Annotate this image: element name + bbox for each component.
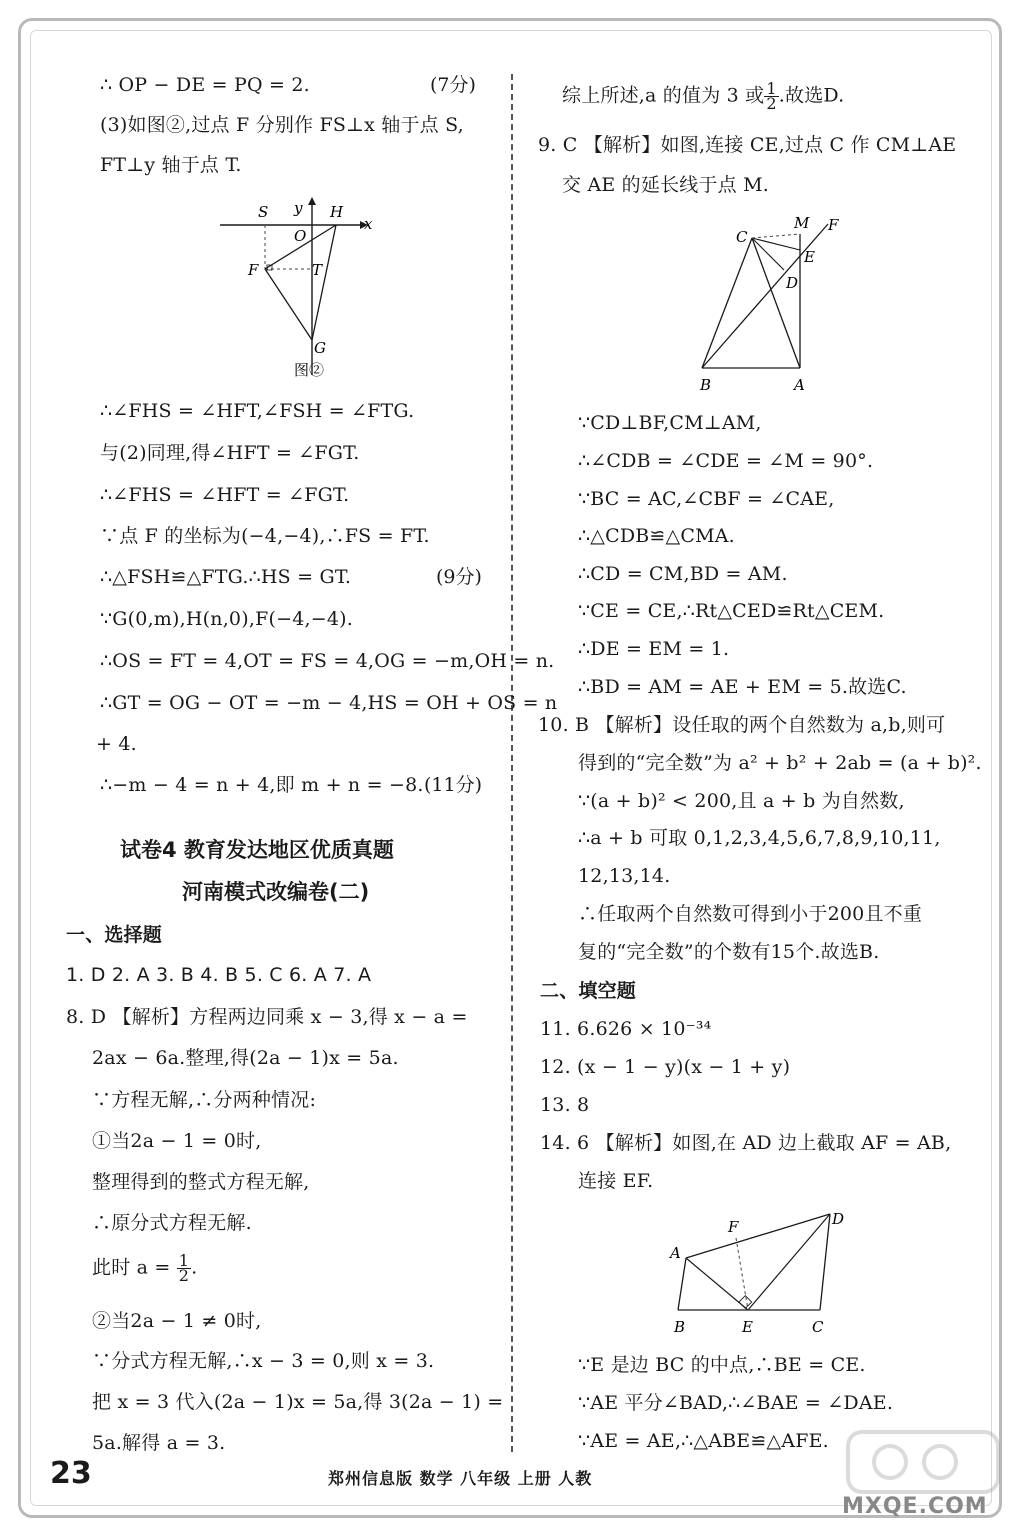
text-fragment: .故选D. bbox=[778, 84, 845, 107]
text-line: 把 x = 3 代入(2a − 1)x = 5a,得 3(2a − 1) = bbox=[92, 1391, 504, 1413]
label-D: D bbox=[832, 1210, 845, 1228]
answer-key: 1. D 2. A 3. B 4. B 5. C 6. A 7. A bbox=[66, 964, 372, 986]
text-line: 12. (x − 1 − y)(x − 1 + y) bbox=[540, 1056, 791, 1078]
text-line: ∴DE = EM = 1. bbox=[578, 638, 730, 660]
text-line: ∴OS = FT = 4,OT = FS = 4,OG = −m,OH = n. bbox=[100, 650, 555, 672]
text-line: 5a.解得 a = 3. bbox=[92, 1432, 226, 1454]
figure-q14-diagram bbox=[662, 1202, 862, 1342]
text-line: ∴△CDB≌△CMA. bbox=[578, 525, 735, 547]
text-line: ∵BC = AC,∠CBF = ∠CAE, bbox=[578, 488, 835, 510]
label-G: G bbox=[314, 339, 326, 357]
text-line: ∴△FSH≌△FTG.∴HS = GT. bbox=[100, 566, 352, 588]
text-line: 13. 8 bbox=[540, 1094, 590, 1116]
text-line: ∵(a + b)² < 200,且 a + b 为自然数, bbox=[578, 790, 905, 812]
text-line: ∵CE = CE,∴Rt△CED≌Rt△CEM. bbox=[578, 600, 885, 622]
exam-title: 试卷4 教育发达地区优质真题 bbox=[120, 838, 394, 862]
label-F: F bbox=[248, 261, 259, 279]
exam-subtitle: 河南模式改编卷(二) bbox=[182, 880, 370, 904]
figure-2-diagram bbox=[210, 195, 390, 385]
text-line: ∴GT = OG − OT = −m − 4,HS = OH + OS = n bbox=[100, 692, 558, 714]
footer-info: 郑州信息版 数学 八年级 上册 人教 bbox=[328, 1469, 593, 1488]
label-M: M bbox=[794, 214, 810, 232]
text-line: ∴ OP − DE = PQ = 2. bbox=[100, 74, 310, 96]
text-line: ∴原分式方程无解. bbox=[92, 1212, 252, 1234]
text-line: 得到的“完全数”为 a² + b² + 2ab = (a + b)². bbox=[578, 752, 982, 774]
text-line: ∴∠CDB = ∠CDE = ∠M = 90°. bbox=[578, 450, 874, 472]
text-line: ②当2a − 1 ≠ 0时, bbox=[92, 1310, 262, 1332]
text-fragment: 综上所述,a 的值为 3 或 bbox=[562, 84, 765, 107]
score-note: (11分) bbox=[424, 774, 483, 796]
text-fragment: 此时 a = bbox=[92, 1256, 177, 1279]
text-line: 交 AE 的延长线于点 M. bbox=[562, 174, 770, 196]
text-line: 11. 6.626 × 10⁻³⁴ bbox=[540, 1018, 712, 1040]
text-line: (3)如图②,过点 F 分别作 FS⊥x 轴于点 S, bbox=[100, 114, 464, 136]
score-note: (7分) bbox=[430, 74, 476, 96]
label-O: O bbox=[294, 227, 307, 245]
section-heading: 二、填空题 bbox=[540, 980, 637, 1002]
text-line: ∵AE 平分∠BAD,∴∠BAE = ∠DAE. bbox=[578, 1392, 894, 1414]
text-line bbox=[92, 1251, 198, 1285]
text-line: ∴CD = CM,BD = AM. bbox=[578, 563, 788, 585]
label-y: y bbox=[294, 199, 303, 217]
label-F: F bbox=[828, 216, 839, 234]
fraction-numerator: 1 bbox=[178, 1251, 190, 1270]
text-line: 12,13,14. bbox=[578, 865, 671, 887]
text-fragment: . bbox=[191, 1256, 198, 1279]
label-S: S bbox=[258, 203, 269, 221]
text-line: ①当2a − 1 = 0时, bbox=[92, 1130, 262, 1152]
label-B: B bbox=[700, 376, 712, 394]
text-line: 9. C 【解析】如图,连接 CE,过点 C 作 CM⊥AE bbox=[538, 134, 957, 156]
text-line: ∵G(0,m),H(n,0),F(−4,−4). bbox=[100, 608, 353, 630]
label-A: A bbox=[794, 376, 805, 394]
text-line: + 4. bbox=[96, 733, 137, 755]
section-heading: 一、选择题 bbox=[66, 924, 163, 946]
label-C: C bbox=[736, 228, 748, 246]
fraction-denominator: 2 bbox=[766, 94, 777, 113]
label-H: H bbox=[330, 203, 344, 221]
text-line: ∵CD⊥BF,CM⊥AM, bbox=[578, 412, 762, 434]
fraction bbox=[177, 1251, 191, 1285]
figure-q9-diagram bbox=[690, 210, 850, 400]
page-number: 23 bbox=[50, 1456, 92, 1491]
figure-caption: 图② bbox=[294, 361, 325, 379]
fraction-numerator: 1 bbox=[766, 79, 777, 98]
text-line: 与(2)同理,得∠HFT = ∠FGT. bbox=[100, 442, 360, 464]
text-line: 8. D 【解析】方程两边同乘 x − 3,得 x − a = bbox=[66, 1006, 468, 1028]
text-line: ∴a + b 可取 0,1,2,3,4,5,6,7,8,9,10,11, bbox=[578, 827, 941, 849]
label-T: T bbox=[312, 261, 323, 279]
label-C: C bbox=[812, 1318, 824, 1336]
text-line: ∵点 F 的坐标为(−4,−4),∴FS = FT. bbox=[100, 525, 430, 547]
text-line: ∴∠FHS = ∠HFT = ∠FGT. bbox=[100, 484, 350, 506]
label-A: A bbox=[670, 1244, 681, 1262]
text-line: FT⊥y 轴于点 T. bbox=[100, 154, 242, 176]
text-line: ∴−m − 4 = n + 4,即 m + n = −8. bbox=[100, 774, 424, 796]
score-note: (9分) bbox=[436, 566, 482, 588]
text-line: ∵E 是边 BC 的中点,∴BE = CE. bbox=[578, 1354, 866, 1376]
text-line: ∴任取两个自然数可得到小于200且不重 bbox=[578, 903, 923, 925]
text-line: ∴BD = AM = AE + EM = 5.故选C. bbox=[578, 676, 907, 698]
text-line bbox=[562, 79, 845, 113]
text-line: 整理得到的整式方程无解, bbox=[92, 1171, 310, 1193]
column-divider bbox=[511, 74, 513, 1452]
fraction bbox=[764, 79, 778, 113]
label-x: x bbox=[364, 215, 373, 233]
text-line: 2ax − 6a.整理,得(2a − 1)x = 5a. bbox=[92, 1047, 399, 1069]
label-B: B bbox=[674, 1318, 686, 1336]
label-E: E bbox=[742, 1318, 753, 1336]
text-line: ∵分式方程无解,∴x − 3 = 0,则 x = 3. bbox=[92, 1350, 435, 1372]
watermark-text: MXQE.COM bbox=[842, 1494, 988, 1519]
text-line: ∵方程无解,∴分两种情况: bbox=[92, 1089, 317, 1111]
text-line: 复的“完全数”的个数有15个.故选B. bbox=[578, 941, 880, 963]
label-F: F bbox=[728, 1218, 739, 1236]
label-E: E bbox=[804, 248, 815, 266]
fraction-denominator: 2 bbox=[178, 1266, 190, 1285]
label-D: D bbox=[786, 274, 799, 292]
text-line: 连接 EF. bbox=[578, 1170, 654, 1192]
text-line: 14. 6 【解析】如图,在 AD 边上截取 AF = AB, bbox=[540, 1132, 952, 1154]
text-line: ∵AE = AE,∴△ABE≌△AFE. bbox=[578, 1430, 829, 1452]
text-line: ∴∠FHS = ∠HFT,∠FSH = ∠FTG. bbox=[100, 400, 415, 422]
text-line: 10. B 【解析】设任取的两个自然数为 a,b,则可 bbox=[538, 714, 946, 736]
